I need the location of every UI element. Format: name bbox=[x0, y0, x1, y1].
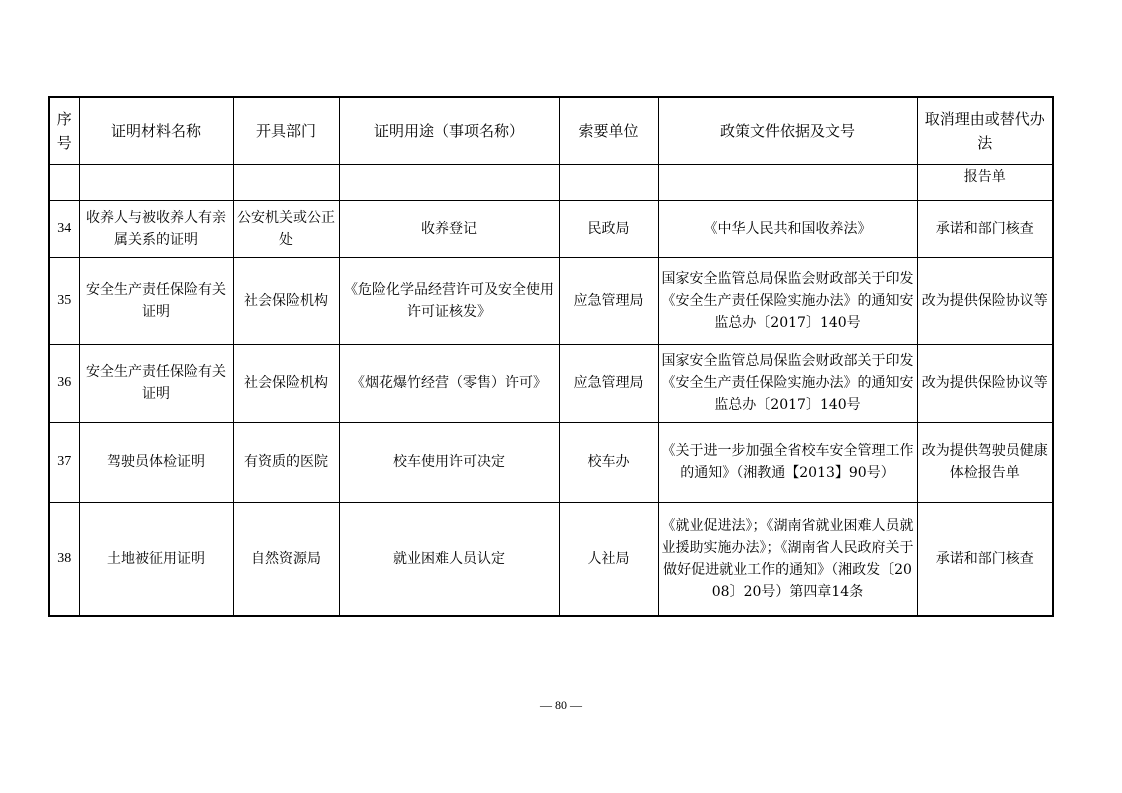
cell-name: 收养人与被收养人有亲属关系的证明 bbox=[79, 200, 233, 257]
cell-remedy: 改为提供驾驶员健康体检报告单 bbox=[917, 422, 1053, 502]
cell-remedy: 改为提供保险协议等 bbox=[917, 257, 1053, 344]
cell-use: 收养登记 bbox=[339, 200, 559, 257]
page-number: — 80 — bbox=[540, 698, 582, 712]
cell-remedy: 报告单 bbox=[917, 164, 1053, 200]
cell-use: 《烟花爆竹经营（零售）许可》 bbox=[339, 344, 559, 422]
header-requesting-unit: 索要单位 bbox=[559, 97, 658, 164]
cell-no: 38 bbox=[49, 502, 79, 616]
header-policy-basis: 政策文件依据及文号 bbox=[658, 97, 917, 164]
cell-no: 34 bbox=[49, 200, 79, 257]
cell-unit: 应急管理局 bbox=[559, 257, 658, 344]
cell-unit: 校车办 bbox=[559, 422, 658, 502]
cell-unit: 民政局 bbox=[559, 200, 658, 257]
cell-use: 校车使用许可决定 bbox=[339, 422, 559, 502]
cell-basis: 《关于进一步加强全省校车安全管理工作的通知》（湘教通【2013】90号） bbox=[658, 422, 917, 502]
cell-dept: 社会保险机构 bbox=[233, 257, 339, 344]
cell-remedy: 承诺和部门核查 bbox=[917, 200, 1053, 257]
cell-basis: 《就业促进法》；《湖南省就业困难人员就业援助实施办法》；《湖南省人民政府关于做好促进就业工作的通知》（湘政发〔2008〕20号）第四章14条 bbox=[658, 502, 917, 616]
cell-dept: 有资质的医院 bbox=[233, 422, 339, 502]
cell-basis: 国家安全监管总局保监会财政部关于印发《安全生产责任保险实施办法》的通知安监总办〔2017〕140号 bbox=[658, 257, 917, 344]
table-row bbox=[49, 344, 1053, 422]
certificate-table bbox=[48, 96, 1054, 617]
cell-no: 37 bbox=[49, 422, 79, 502]
header-material-name: 证明材料名称 bbox=[79, 97, 233, 164]
header-purpose: 证明用途（事项名称） bbox=[339, 97, 559, 164]
table-row bbox=[49, 200, 1053, 257]
cell-name: 驾驶员体检证明 bbox=[79, 422, 233, 502]
table-row bbox=[49, 257, 1053, 344]
cell-remedy: 承诺和部门核查 bbox=[917, 502, 1053, 616]
cell-basis bbox=[658, 164, 917, 200]
cell-no: 36 bbox=[49, 344, 79, 422]
cell-unit: 应急管理局 bbox=[559, 344, 658, 422]
cell-no bbox=[49, 164, 79, 200]
cell-use bbox=[339, 164, 559, 200]
cell-no: 35 bbox=[49, 257, 79, 344]
cell-dept: 公安机关或公正处 bbox=[233, 200, 339, 257]
table-row bbox=[49, 164, 1053, 200]
cell-unit: 人社局 bbox=[559, 502, 658, 616]
header-remedy: 取消理由或替代办法 bbox=[917, 97, 1053, 164]
table-header-row bbox=[49, 97, 1053, 164]
cell-name bbox=[79, 164, 233, 200]
table-row bbox=[49, 422, 1053, 502]
cell-unit bbox=[559, 164, 658, 200]
header-issuing-dept: 开具部门 bbox=[233, 97, 339, 164]
cell-remedy: 改为提供保险协议等 bbox=[917, 344, 1053, 422]
cell-dept: 自然资源局 bbox=[233, 502, 339, 616]
header-no: 序号 bbox=[49, 97, 79, 164]
cell-name: 安全生产责任保险有关证明 bbox=[79, 257, 233, 344]
cell-dept bbox=[233, 164, 339, 200]
table-row bbox=[49, 502, 1053, 616]
cell-use: 就业困难人员认定 bbox=[339, 502, 559, 616]
cell-basis: 《中华人民共和国收养法》 bbox=[658, 200, 917, 257]
cell-basis: 国家安全监管总局保监会财政部关于印发《安全生产责任保险实施办法》的通知安监总办〔2017〕140号 bbox=[658, 344, 917, 422]
cell-use: 《危险化学品经营许可及安全使用许可证核发》 bbox=[339, 257, 559, 344]
cell-name: 安全生产责任保险有关证明 bbox=[79, 344, 233, 422]
cell-name: 土地被征用证明 bbox=[79, 502, 233, 616]
cell-dept: 社会保险机构 bbox=[233, 344, 339, 422]
